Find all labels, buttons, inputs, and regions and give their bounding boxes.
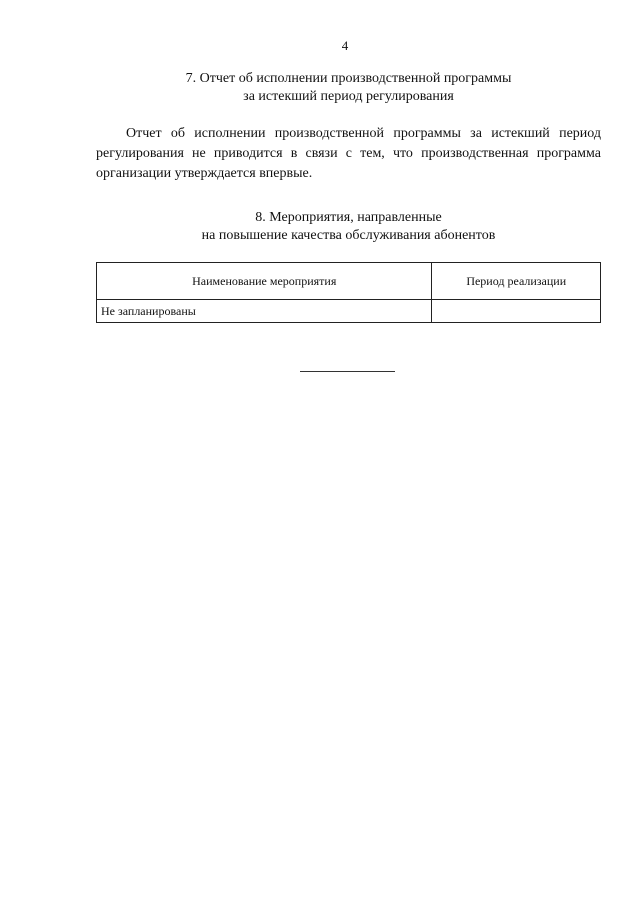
table-row xyxy=(97,300,601,323)
measures-table xyxy=(96,262,601,323)
section-7-paragraph: Отчет об исполнении производственной программы за истекший период регулирования не приводится в связи с тем, что производственная программа организации утверждается впервые. xyxy=(96,126,601,181)
section-8-heading-line-1: 8. Мероприятия, направленные xyxy=(255,210,442,225)
table-header-row xyxy=(97,263,601,300)
section-7-heading-line-1: 7. Отчет об исполнении производственной программы xyxy=(185,71,512,86)
table-cell-measure-name: Не запланированы xyxy=(97,300,432,323)
section-8-heading-line-2: на повышение качества обслуживания абонентов xyxy=(201,228,496,243)
page-number: 4 xyxy=(341,38,349,53)
section-8-heading xyxy=(96,209,601,245)
end-of-document-line xyxy=(300,371,395,372)
column-header-measure-name: Наименование мероприятия xyxy=(97,263,432,300)
column-header-implementation-period: Период реализации xyxy=(432,263,601,300)
table-cell-implementation-period xyxy=(432,300,601,323)
section-7-heading-line-2: за истекший период регулирования xyxy=(243,89,454,104)
section-7-heading xyxy=(96,70,601,106)
